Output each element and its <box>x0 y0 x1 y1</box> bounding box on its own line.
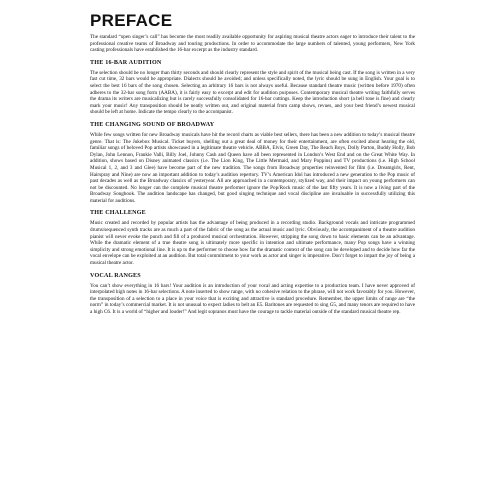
section-heading-changing-sound: THE CHANGING SOUND OF BROADWAY <box>90 121 215 128</box>
section-paragraph: Music created and recorded by popular artists has the advantage of being produced in a recording studio. Background vocals and intricate programmed drums/sequenced synth tracks are as much a part of the fabric of the song as the actual music and lyric. Obviously, the accompaniment of a theatre audition pianist will never evoke the punch and fill of a produced musical orchestration. However, stripping the song down to basic elements can be an advantage. While the dramatic element of a true theatre song is ultimately more specific in intention and ultimate performance, many Pop songs have a winning simplicity and strong emotional line. It is up to the performer to choose how far the dramatic context of the song can be developed and to decide how far the vocal envelope can be exploited at an audition. But total commitment to your work as actor and singer is imperative. Don’t forget to impart the joy of being a musical theatre actor. <box>90 220 415 267</box>
intro-paragraph: The standard “open singer’s call” has become the most readily available opportunity for aspiring musical theatre actors eager to introduce their talent to the professional creative teams of Broadway and touring productions. In order to accommodate the large numbers of talented, young performers, New York casting professionals have established the 16-bar excerpt as the industry standard. <box>90 34 415 54</box>
section-paragraph: The selection should be no longer than thirty seconds and should clearly represent the style and spirit of the musical being cast. If the song is written in a very fast cut time, 32 bars would be appropriate. Dialects should be avoided; and unless specifically noted, the lyric should be sung in English. Your goal is to select the best 16 bars of the song chosen. Selecting an arbitrary 16 bars is not always useful. Because standard theatre music (written before 1970) often adheres to the 32-bar song form (AABA), it is fairly easy to excerpt and edit for audition purposes. Contemporary musical theatre writing faithfully serves the drama its writers are musicalizing but is rarely successfully consolidated for 16-bar cuttings. Keep the introduction short (a bell tone is fine) and clearly mark your music! Any transposition should be neatly written out, and original material from camp shows, revues, and your best friend’s newest musical should be left at home. Indicate the tempo clearly to the accompanist. <box>90 69 415 116</box>
section-heading-16-bar-audition: THE 16-BAR AUDITION <box>90 59 162 66</box>
section-heading-vocal-ranges: VOCAL RANGES <box>90 272 141 279</box>
section-heading-challenge: THE CHALLENGE <box>90 210 146 217</box>
page-title: PREFACE <box>90 11 173 30</box>
section-paragraph: While few songs written for new Broadway musicals have hit the record charts as viable best sellers, there has been a new addition to today’s musical theatre genre. That is: The Jukebox Musical. Ticket buyers, shelling out a great deal of money for their entertainment, are often excited about hearing the old, familiar songs of beloved Pop artists showcased in a legitimate theatre vehicle. ABBA, Elvis, Green Day, The Beach Boys, Dolly Parton, Buddy Holly, Bob Dylan, John Lennon, Frankie Valli, Billy Joel, Johnny Cash and Queen have all been represented in London’s West End and on the Great White Way. In addition, shows based on Disney animated classics (i.e. The Lion King, The Little Mermaid, and Mary Poppins) and TV productions (i.e. High School Musical 1, 2, and 3 and Glee) have become part of the new tradition. The songs from Broadway properties reinvented for film (i.e. Dreamgirls, Rent, Hairspray and Nine) are now an important addition to today’s audition repertory. TV’s American Idol has introduced a new generation to the Pop music of past decades as well as the Broadway classics of yesteryear. All are approached in a contemporary, stylized way, and their impact on young performers can not be discounted. No longer can the complete musical theatre performer ignore the Pop/Rock music of the last fifty years. It is now a living part of the Broadway Songbook. The audition landscape has changed, but good singing technique and vocal discipline are invaluable in successfully utilizing this material for auditions. <box>90 131 415 204</box>
document-body <box>90 34 415 319</box>
section-paragraph: You can’t show everything in 16 bars! Your audition is an introduction of your vocal and acting expertise to a production team. I have never approved of interpolated high notes in 16-bar selections. A note inserted to show range, with no cohesive relation to the phrase, will not work favorably for you. However, the transposition of a selection to a place in your voice that is exciting and attractive is standard procedure. Remember, the upper limits of range are “the norm” in today’s commercial market. It is not unusual to expect ladies to belt an E5. Baritones are requested to sing G5, and many tenors are required to have a high C6. It is a world of “higher and louder!” And legit sopranos must have the courage to tackle material outside of the standard musical theatre rep. <box>90 282 415 315</box>
